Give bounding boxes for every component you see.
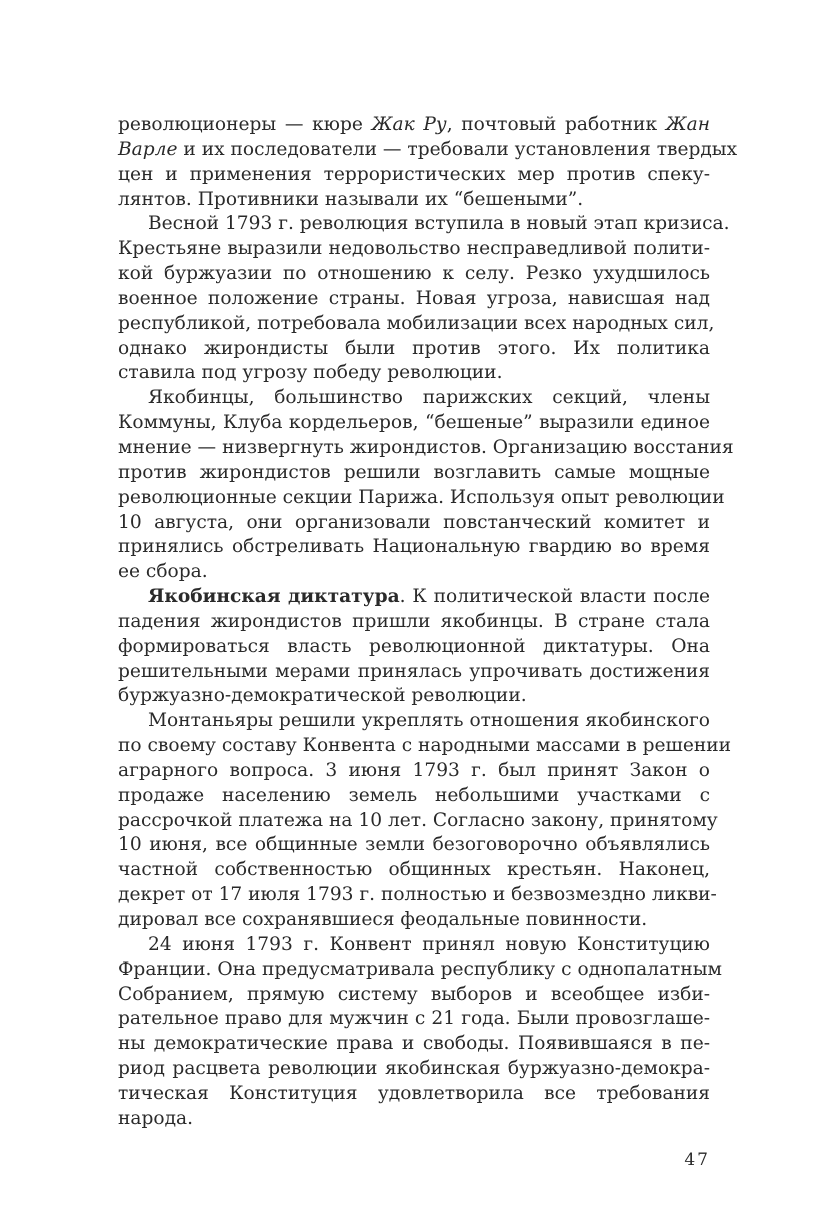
text-line: тическая Конституция удовлетворила все требования	[118, 1082, 710, 1104]
text-line: по своему составу Конвента с народными массами в решении	[118, 735, 732, 757]
text-line: Варле и их последователи — требовали установления твердых	[118, 138, 738, 160]
text-line: революционеры — кюре Жак Ру, почтовый работник Жан	[118, 114, 710, 135]
text-line: Собранием, прямую систему выборов и всеобщее изби-	[118, 983, 710, 1005]
text-line: военное положение страны. Новая угроза, нависшая над	[118, 287, 710, 309]
paragraph	[118, 212, 730, 386]
italic-name: Жак Ру	[371, 114, 447, 135]
text-line: Коммуны, Клуба кордельеров, “бешеные” выразили единое	[118, 412, 710, 434]
text-line: Франции. Она предусматривала республику с однопалатным	[118, 958, 722, 980]
paragraph	[118, 709, 732, 933]
text-line: продаже населению земель небольшими участками с	[118, 784, 710, 806]
text-line: принялись обстреливать Национальную гвардию во время	[118, 536, 710, 558]
text-line: формироваться власть революционной диктатуры. Она	[118, 635, 710, 657]
text-line: декрет от 17 июля 1793 г. полностью и безвозмездно ликви-	[118, 884, 717, 906]
text-line: дировал все сохранявшиеся феодальные повинности.	[118, 909, 648, 930]
text-line: Весной 1793 г. революция вступила в новый этап кризиса.	[148, 213, 730, 235]
text-line: ны демократические права и свободы. Появившаяся в пе-	[118, 1033, 710, 1055]
text-line: Якобинцы, большинство парижских секций, члены	[148, 387, 710, 409]
text-line: против жирондистов решили возглавить самые мощные	[118, 461, 710, 483]
text-line: революционные секции Парижа. Используя опыт революции	[118, 486, 725, 508]
paragraph	[118, 386, 734, 585]
text-line: Крестьяне выразили недовольство несправедливой полити-	[118, 238, 710, 260]
section-heading: Якобинская диктатура	[148, 586, 400, 608]
text-line: народа.	[118, 1107, 194, 1129]
page-number: 47	[684, 1150, 710, 1170]
text-line: 24 июня 1793 г. Конвент принял новую Конституцию	[148, 933, 710, 955]
text-line: буржуазно-демократической революции.	[118, 685, 527, 707]
italic-name: Варле	[118, 138, 178, 160]
text-line: однако жирондисты были против этого. Их политика	[118, 337, 710, 359]
italic-name: Жан	[665, 114, 710, 135]
text-line: мнение — низвергнуть жирондистов. Организацию восстания	[118, 436, 734, 458]
text-line: ставила под угрозу победу революции.	[118, 362, 503, 384]
body-text	[118, 113, 738, 1132]
text-line: 10 июня, все общинные земли безоговорочно объявлялись	[118, 834, 710, 856]
paragraph	[118, 585, 710, 709]
text-line: ее сбора.	[118, 561, 208, 583]
text-line: 10 августа, они организовали повстанческий комитет и	[118, 511, 710, 533]
text-line: республикой, потребовала мобилизации всех народных сил,	[118, 312, 715, 334]
text-line: рательное право для мужчин с 21 года. Были провозглаше-	[118, 1008, 710, 1030]
text-line: частной собственностью общинных крестьян. Наконец,	[118, 859, 710, 881]
paragraph	[118, 933, 722, 1132]
text-line: риод расцвета революции якобинская буржуазно-демокра-	[118, 1058, 710, 1080]
text-line: кой буржуазии по отношению к селу. Резко ухудшилось	[118, 263, 710, 285]
text-line: рассрочкой платежа на 10 лет. Согласно закону, принятому	[118, 809, 718, 831]
text-line: Якобинская диктатура. К политической власти после	[148, 586, 710, 608]
text-line: аграрного вопроса. 3 июня 1793 г. был принят Закон о	[118, 759, 710, 781]
text-line: лянтов. Противники называли их “бешеными”.	[118, 188, 584, 210]
text-line: цен и применения террористических мер против спеку-	[118, 163, 710, 185]
text-line: падения жирондистов пришли якобинцы. В стране стала	[118, 610, 710, 632]
text-line: решительными мерами принялась упрочивать достижения	[118, 660, 710, 682]
paragraph	[118, 113, 738, 212]
text-line: Монтаньяры решили укреплять отношения якобинского	[148, 710, 710, 732]
